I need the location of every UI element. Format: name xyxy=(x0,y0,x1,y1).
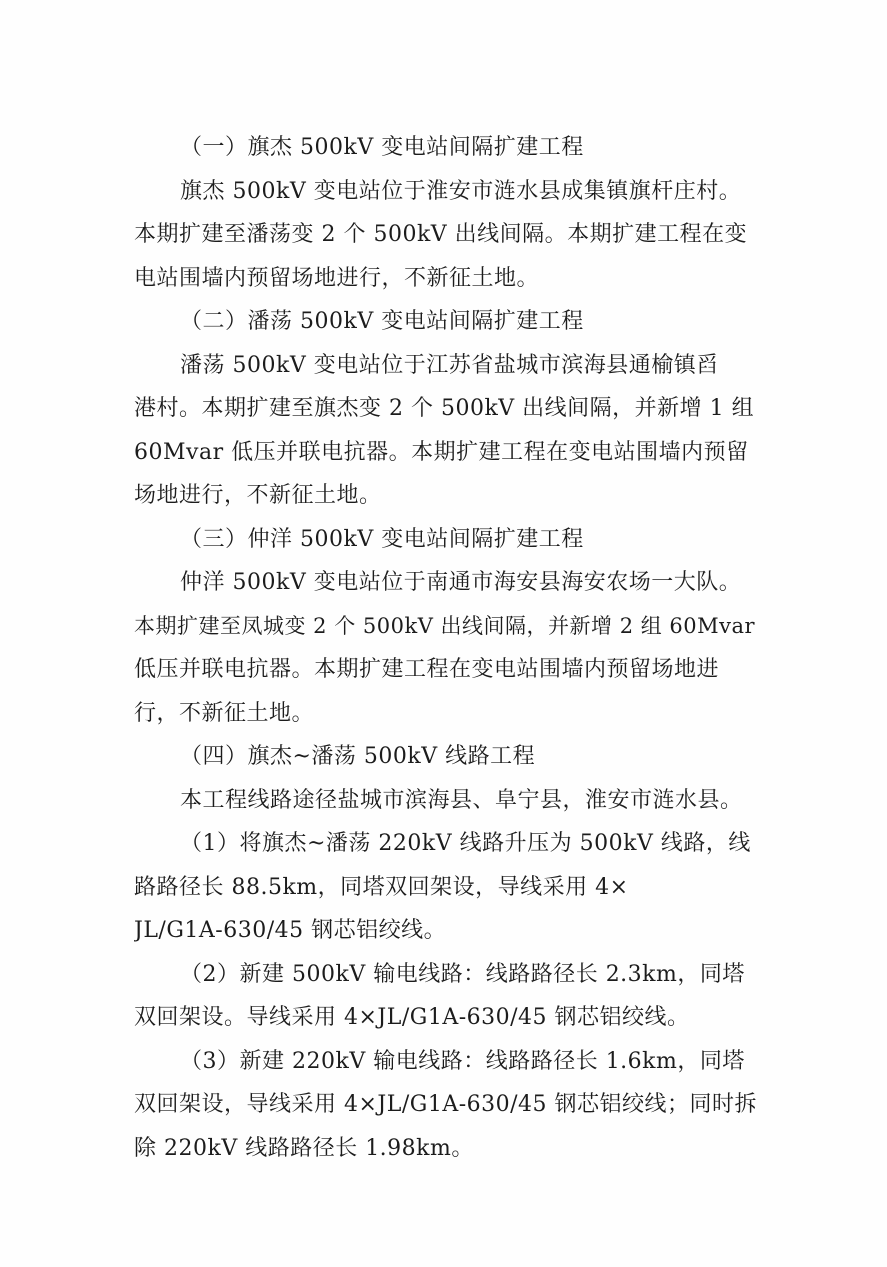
paragraph-line: 电站围墙内预留场地进行，不新征土地。 xyxy=(134,265,540,291)
section-heading-1: （一）旗杰 500kV 变电站间隔扩建工程 xyxy=(180,135,584,160)
list-item-2: （2）新建 500kV 输电线路：线路路径长 2.3km，同塔 xyxy=(180,961,745,987)
paragraph-line: 路路径长 88.5km，同塔双回架设，导线采用 4× xyxy=(134,874,629,900)
paragraph-line: 行，不新征土地。 xyxy=(134,700,315,726)
list-item-3: （3）新建 220kV 输电线路：线路路径长 1.6km，同塔 xyxy=(180,1048,745,1074)
paragraph-line: 仲洋 500kV 变电站位于南通市海安县海安农场一大队。 xyxy=(180,570,742,595)
list-item-1: （1）将旗杰~潘荡 220kV 线路升压为 500kV 线路，线 xyxy=(180,831,751,856)
paragraph-line: 港村。本期扩建至旗杰变 2 个 500kV 出线间隔，并新增 1 组 xyxy=(134,396,755,421)
paragraph-line: 本工程线路途径盐城市滨海县、阜宁县，淮安市涟水县。 xyxy=(180,787,743,813)
section-heading-3: （三）仲洋 500kV 变电站间隔扩建工程 xyxy=(180,526,584,552)
document-body xyxy=(134,126,758,1170)
paragraph-line: 双回架设。导线采用 4×JL/G1A-630/45 钢芯铝绞线。 xyxy=(134,1005,690,1030)
paragraph-line: 双回架设，导线采用 4×JL/G1A-630/45 钢芯铝绞线；同时拆 xyxy=(134,1092,758,1117)
paragraph-line: 低压并联电抗器。本期扩建工程在变电站围墙内预留场地进 xyxy=(134,657,720,682)
section-heading-4: （四）旗杰~潘荡 500kV 线路工程 xyxy=(180,744,536,769)
paragraph-line: 除 220kV 线路路径长 1.98km。 xyxy=(134,1135,474,1161)
paragraph-line: JL/G1A-630/45 钢芯铝绞线。 xyxy=(134,918,447,943)
paragraph-line: 60Mvar 低压并联电抗器。本期扩建工程在变电站围墙内预留 xyxy=(134,439,749,465)
paragraph-line: 本期扩建至潘荡变 2 个 500kV 出线间隔。本期扩建工程在变 xyxy=(134,222,748,247)
paragraph-line: 旗杰 500kV 变电站位于淮安市涟水县成集镇旗杆庄村。 xyxy=(180,178,742,204)
section-heading-2: （二）潘荡 500kV 变电站间隔扩建工程 xyxy=(180,309,584,334)
paragraph-line: 潘荡 500kV 变电站位于江苏省盐城市滨海县通榆镇舀 xyxy=(180,352,719,378)
paragraph-line: 本期扩建至凤城变 2 个 500kV 出线间隔，并新增 2 组 60Mvar xyxy=(134,613,756,638)
paragraph-line: 场地进行，不新征土地。 xyxy=(134,483,382,508)
